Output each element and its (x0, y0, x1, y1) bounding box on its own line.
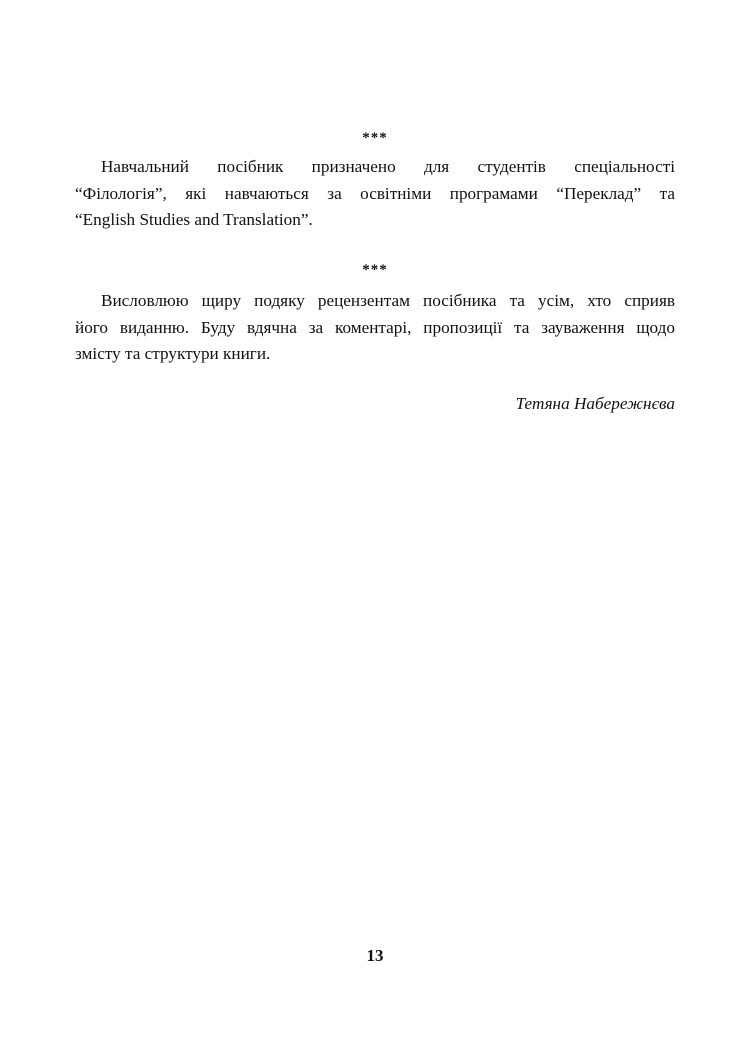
paragraph-line: змісту та структури книги. (75, 344, 271, 363)
paragraph-line: “Філологія”, які навчаються за освітніми програмами “Переклад” та (75, 183, 675, 203)
paragraph-purpose (75, 154, 675, 234)
paragraph-line: Навчальний посібник призначено для студентів спеціальності (101, 157, 675, 176)
paragraph-line: Висловлюю щиру подяку рецензентам посібника та усім, хто сприяв (101, 291, 675, 310)
page-number: 13 (366, 946, 384, 965)
paragraph-acknowledgement (75, 288, 675, 368)
paragraph-line: “English Studies and Translation”. (75, 210, 313, 229)
section-separator: *** (362, 262, 388, 278)
section-separator: *** (362, 130, 388, 146)
paragraph-line: його виданню. Буду вдячна за коментарі, пропозиції та зауваження щодо (75, 317, 675, 337)
author-signature: Тетяна Набережнєва (515, 394, 675, 413)
